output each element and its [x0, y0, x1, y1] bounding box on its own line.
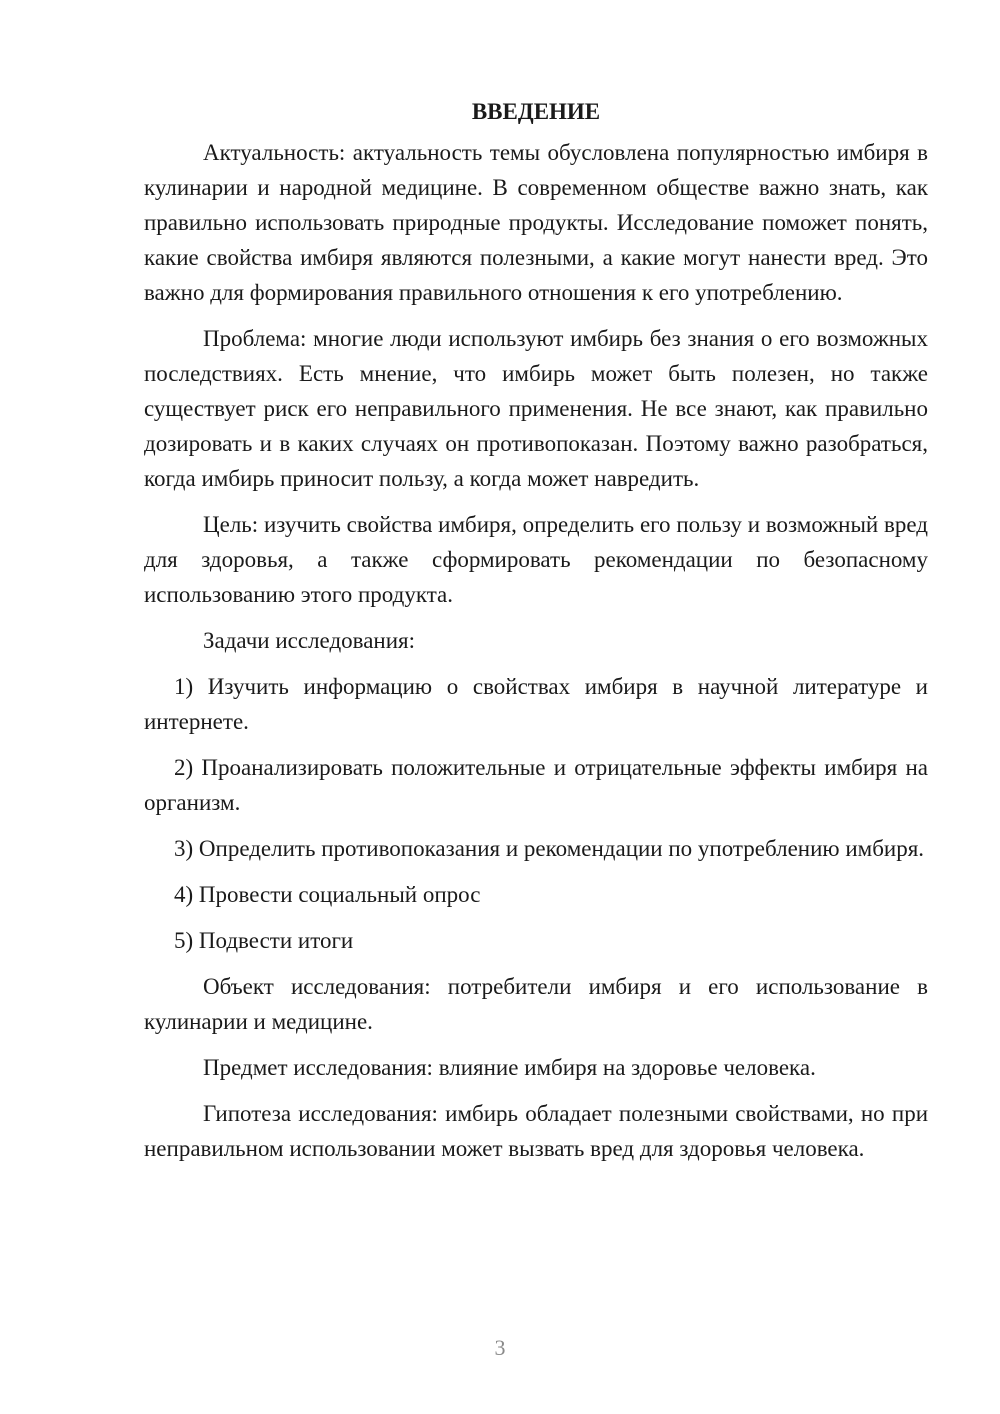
- paragraph-tasks-heading: Задачи исследования:: [203, 628, 416, 653]
- paragraph-hypothesis: Гипотеза исследования: имбирь обладает полезными свойствами, но при неправильном использовании может вызвать вред для здоровья человека.: [144, 1101, 928, 1161]
- paragraph-relevance: Актуальность: актуальность темы обусловлена популярностью имбиря в кулинарии и народной медицине. В современном обществе важно знать, как правильно использовать природные продукты. Исследование поможет понять, какие свойства имбиря являются полезными, а какие могут нанести вред. Это важно для формирования правильного отношения к его употреблению.: [144, 140, 928, 305]
- task-item-5: 5) Подвести итоги: [174, 928, 354, 953]
- task-item-2: 2) Проанализировать положительные и отрицательные эффекты имбиря на организм.: [144, 755, 928, 815]
- task-item-3: 3) Определить противопоказания и рекомендации по употреблению имбиря.: [174, 836, 925, 861]
- task-item-4: 4) Провести социальный опрос: [174, 882, 481, 907]
- paragraph-goal: Цель: изучить свойства имбиря, определить его пользу и возможный вред для здоровья, а также сформировать рекомендации по безопасному использованию этого продукта.: [144, 512, 928, 607]
- page-content: [144, 94, 928, 1177]
- paragraph-object: Объект исследования: потребители имбиря и его использование в кулинарии и медицине.: [144, 974, 928, 1034]
- page-title: ВВЕДЕНИЕ: [471, 99, 601, 124]
- page-number: 3: [494, 1335, 506, 1360]
- paragraph-subject: Предмет исследования: влияние имбиря на здоровье человека.: [203, 1055, 816, 1080]
- paragraph-problem: Проблема: многие люди используют имбирь без знания о его возможных последствиях. Есть мнение, что имбирь может быть полезен, но также существует риск его неправильного применения. Не все знают, как правильно дозировать и в каких случаях он противопоказан. Поэтому важно разобраться, когда имбирь приносит пользу, а когда может навредить.: [144, 326, 928, 491]
- task-item-1: 1) Изучить информацию о свойствах имбиря в научной литературе и интернете.: [144, 674, 928, 734]
